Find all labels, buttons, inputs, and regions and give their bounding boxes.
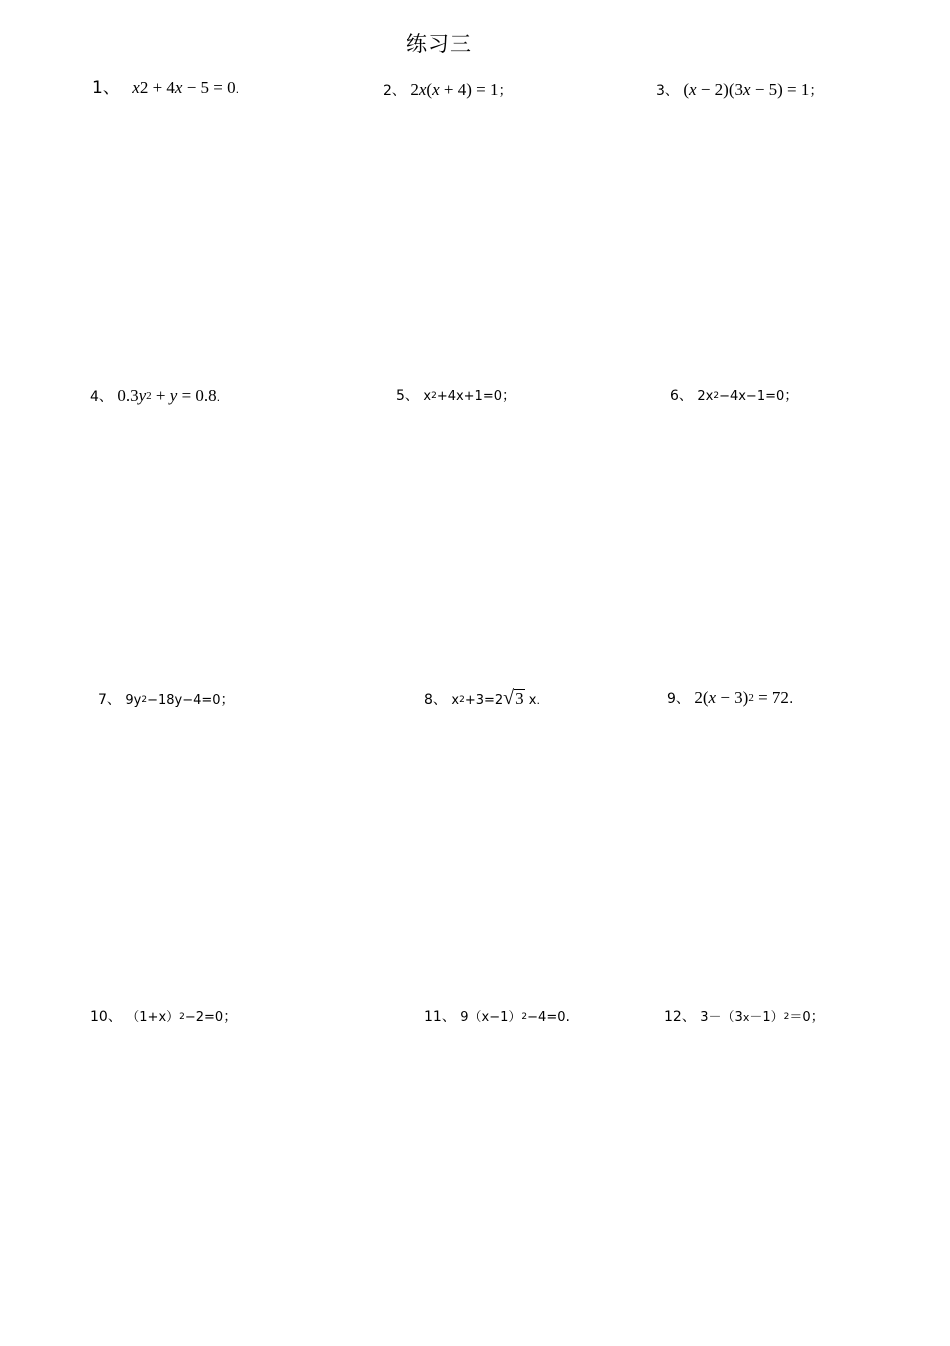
problem-number: 7、 <box>98 692 121 708</box>
problem-10 <box>90 1007 237 1029</box>
problem-number: 11、 <box>424 1009 456 1025</box>
problem-number: 8、 <box>424 692 447 708</box>
problem-number: 3、 <box>656 83 679 99</box>
problem-6 <box>670 386 798 408</box>
problem-4 <box>90 386 220 408</box>
problem-5 <box>396 386 516 408</box>
end-mark: ； <box>784 388 799 404</box>
equation: 3－（3x－1）2＝0 <box>700 1010 811 1025</box>
end-mark: ； <box>810 1009 825 1025</box>
problem-11 <box>424 1007 570 1029</box>
problem-9 <box>667 688 793 710</box>
equation: x2+3=2 <box>451 693 504 708</box>
equation: 9（x−1）2−4=0 <box>460 1010 566 1025</box>
equation: 9y2−18y−4=0 <box>125 693 221 708</box>
end-mark: . <box>235 83 240 96</box>
end-mark: ； <box>498 83 513 99</box>
problem-number: 5、 <box>396 388 419 404</box>
problem-7 <box>98 690 235 712</box>
equation: 0.3y2 + y = 0.8 <box>117 386 217 405</box>
square-root: √3 <box>503 687 524 709</box>
equation: 2x2−4x−1=0 <box>697 389 785 404</box>
end-mark: ； <box>223 1009 238 1025</box>
page-title: 练习三 <box>406 32 472 56</box>
end-mark: ； <box>502 388 516 404</box>
problem-number: 6、 <box>670 388 693 404</box>
radical-icon: √ <box>503 687 515 709</box>
problem-number: 10、 <box>90 1009 122 1025</box>
problem-8 <box>424 688 540 712</box>
end-mark: ； <box>809 83 824 99</box>
problem-1 <box>92 78 239 100</box>
equation: 2x(x + 4) = 1 <box>410 80 499 99</box>
problem-number: 9、 <box>667 691 690 707</box>
problem-number: 12、 <box>664 1009 696 1025</box>
equation: x2+4x+1=0 <box>423 389 502 404</box>
problem-number: 4、 <box>90 389 113 405</box>
equation: x2 + 4x − 5 = 0 <box>132 78 236 97</box>
equation: 2(x − 3)2 = 72 <box>694 688 789 707</box>
equation: (x − 2)(3x − 5) = 1 <box>683 80 810 99</box>
problem-number: 2、 <box>383 83 406 99</box>
problem-12 <box>664 1007 825 1029</box>
problem-number: 1、 <box>92 78 120 98</box>
end-mark: ； <box>220 692 235 708</box>
end-mark: . <box>536 694 540 707</box>
end-mark: . <box>565 1009 570 1025</box>
problem-3 <box>656 80 823 101</box>
equation: （1+x）2−2=0 <box>126 1010 224 1025</box>
end-mark: . <box>788 691 794 707</box>
end-mark: . <box>216 391 221 404</box>
problem-2 <box>383 80 512 101</box>
equation-tail: x <box>524 693 537 708</box>
